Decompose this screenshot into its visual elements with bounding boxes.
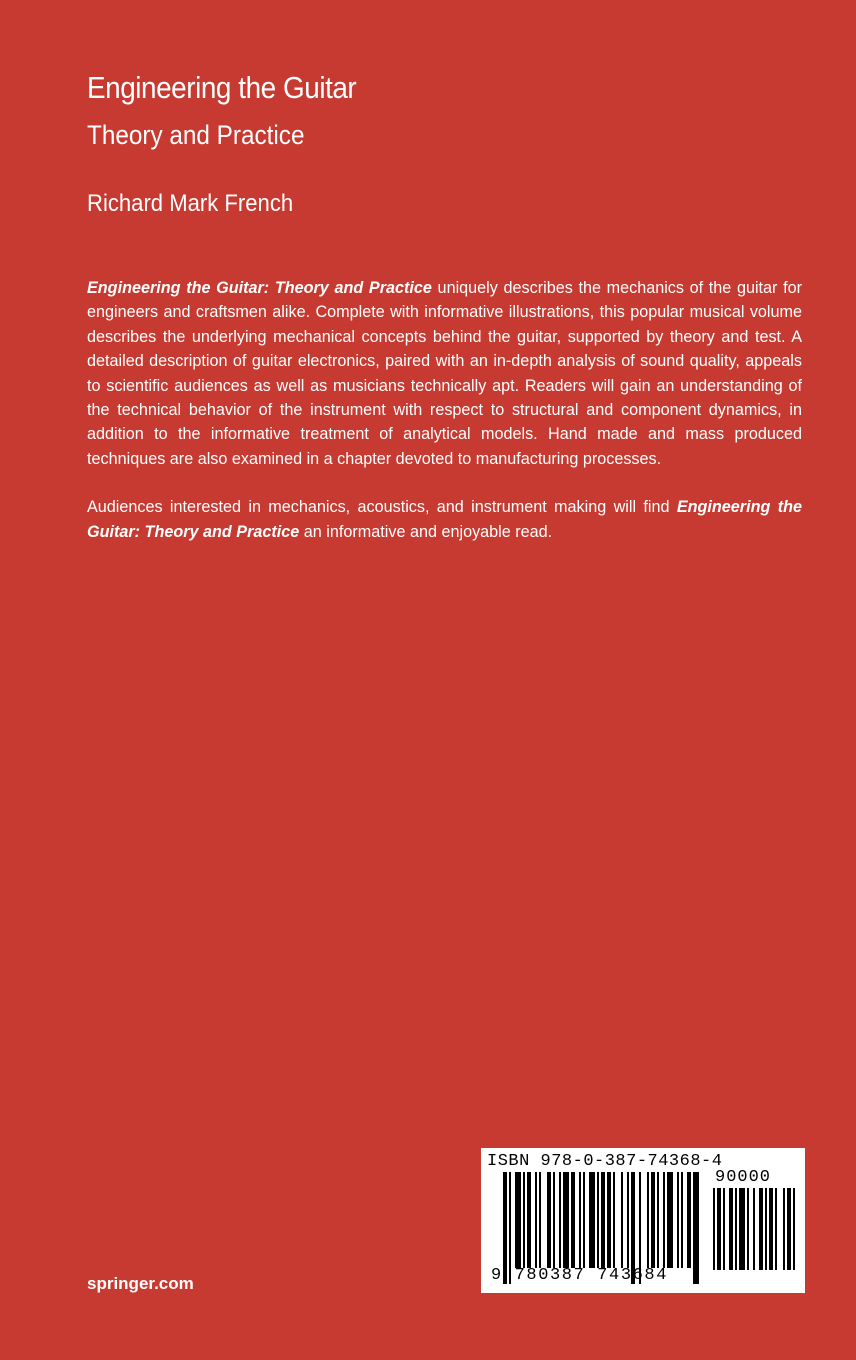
isbn-label: ISBN 978-0-387-74368-4 — [487, 1152, 723, 1171]
isbn-barcode — [481, 1148, 805, 1293]
barcode-bar — [613, 1172, 615, 1268]
barcode-bar — [597, 1172, 599, 1268]
book-description — [87, 276, 802, 544]
barcode-bar — [607, 1172, 611, 1268]
barcode-addon-bar — [753, 1188, 755, 1270]
barcode-bar — [589, 1172, 595, 1268]
barcode-addon-bar — [713, 1188, 715, 1270]
author-name: Richard Mark French — [87, 190, 294, 217]
barcode-addon-bar — [735, 1188, 737, 1270]
barcode-addon-bar — [783, 1188, 785, 1270]
barcode-bar — [601, 1172, 605, 1268]
description-paragraph-1 — [87, 276, 802, 471]
barcode-bar — [693, 1172, 699, 1284]
barcode-bar — [657, 1172, 659, 1268]
barcode-bar — [553, 1172, 555, 1268]
barcode-addon-bar — [775, 1188, 777, 1270]
barcode-bar — [677, 1172, 679, 1268]
barcode-bar — [621, 1172, 623, 1268]
barcode-bar — [539, 1172, 541, 1268]
barcode-addon-bar — [765, 1188, 767, 1270]
audience-text-end: an informative and enjoyable read. — [299, 522, 553, 541]
barcode-bar — [579, 1172, 581, 1268]
barcode-addon-bar — [717, 1188, 721, 1270]
barcode-addon-bar — [769, 1188, 773, 1270]
barcode-bar — [627, 1172, 629, 1268]
description-body: uniquely describes the mechanics of the guitar for engineers and craftsmen alike. Complete with informative illustrations, this popular musical volume describes the underlying mechanical concepts behind the guitar, supported by theory and test. A detailed description of guitar electronics, paired with an in-depth analysis of sound quality, appeals to scientific audiences as well as musicians technically apt. Readers will gain an understanding of the technical behavior of the instrument with respect to structural and component dynamics, in addition to the informative treatment of analytical models. Hand made and mass produced techniques are also examined in a chapter devoted to manufacturing processes. — [87, 279, 802, 468]
barcode-addon-bar — [759, 1188, 763, 1270]
audience-text: Audiences interested in mechanics, acoustics, and instrument making will find — [87, 498, 677, 517]
barcode-bar — [559, 1172, 561, 1268]
barcode-addon-bar — [747, 1188, 749, 1270]
barcode-addon-bar — [787, 1188, 791, 1270]
barcode-addon-bar — [739, 1188, 745, 1270]
barcode-ean-digits: 9 780387 743684 — [491, 1266, 669, 1285]
barcode-bar — [547, 1172, 551, 1268]
book-title: Engineering the Guitar — [87, 70, 357, 105]
barcode-bar — [663, 1172, 665, 1268]
publisher-url: springer.com — [87, 1274, 194, 1293]
book-subtitle: Theory and Practice — [87, 120, 305, 150]
barcode-bar — [667, 1172, 673, 1268]
audience-title-emphasis: Engineering the Guitar: Theory and Practice — [87, 498, 802, 541]
barcode-bar — [583, 1172, 585, 1268]
barcode-addon-bar — [729, 1188, 733, 1270]
barcode-bar — [523, 1172, 525, 1268]
barcode-bar — [647, 1172, 649, 1268]
barcode-addon-bar — [723, 1188, 725, 1270]
barcode-bar — [571, 1172, 575, 1268]
barcode-bar — [563, 1172, 569, 1268]
barcode-bar — [681, 1172, 683, 1268]
description-title-emphasis: Engineering the Guitar: Theory and Practice — [87, 279, 432, 297]
barcode-bar — [535, 1172, 537, 1268]
barcode-addon-digits: 90000 — [715, 1168, 772, 1187]
barcode-bar — [527, 1172, 531, 1268]
barcode-bar — [515, 1172, 521, 1268]
barcode-addon-bar — [793, 1188, 795, 1270]
barcode-bar — [687, 1172, 691, 1268]
barcode-bar — [651, 1172, 655, 1268]
description-paragraph-2 — [87, 495, 802, 544]
